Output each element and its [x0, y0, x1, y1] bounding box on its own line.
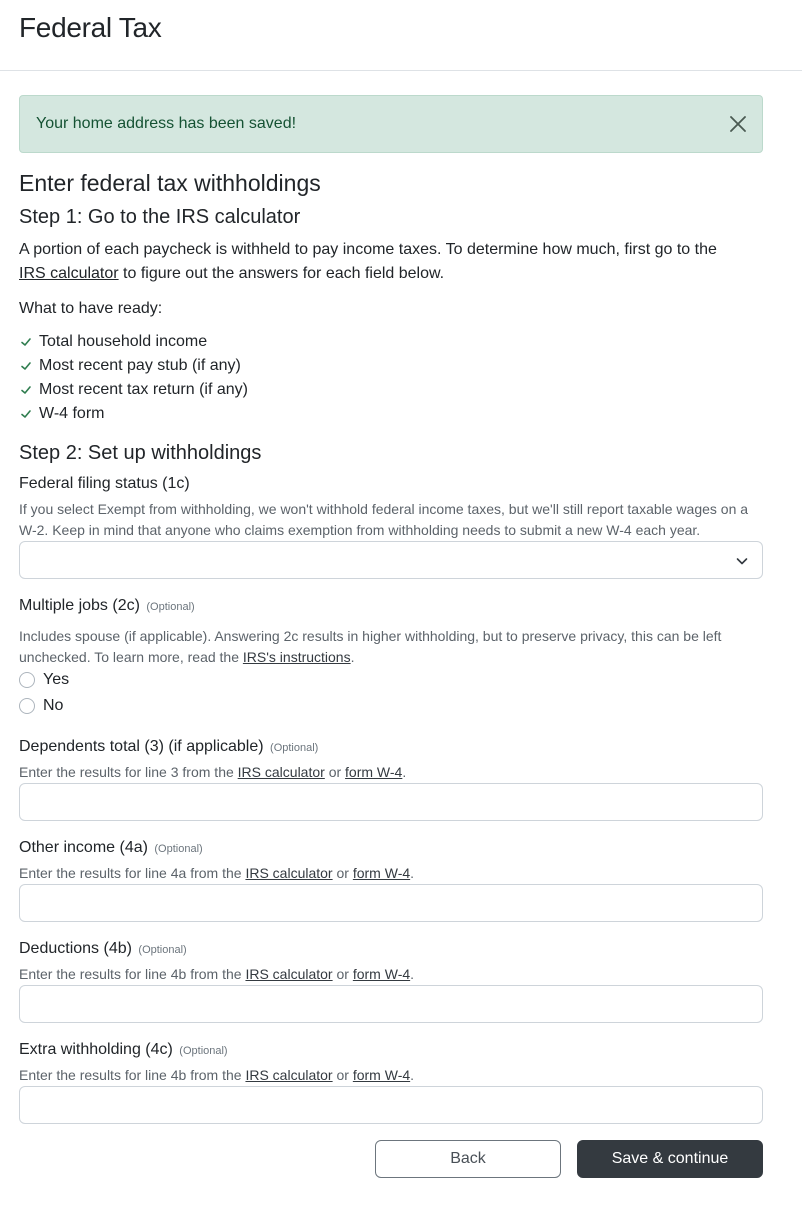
step1-intro [19, 238, 759, 286]
other-income-label [19, 839, 203, 857]
back-button[interactable]: Back [375, 1140, 561, 1178]
help-or: or [332, 1067, 353, 1083]
page-header [0, 0, 802, 71]
other-income-label-text: Other income (4a) [19, 839, 148, 856]
deductions-input[interactable] [19, 985, 763, 1023]
form-w4-link[interactable]: form W-4 [352, 865, 411, 881]
irs-calculator-link[interactable]: IRS calculator [237, 764, 325, 780]
help-or: or [332, 966, 353, 982]
multiple-jobs-label-text: Multiple jobs (2c) [19, 597, 140, 614]
list-item-label: Total household income [39, 333, 208, 350]
ready-title: What to have ready: [19, 300, 163, 317]
save-continue-button[interactable]: Save & continue [577, 1140, 763, 1178]
form-w4-link[interactable]: form W-4 [352, 966, 411, 982]
help-or: or [332, 865, 353, 881]
page-title: Federal Tax [19, 12, 162, 43]
radio-yes[interactable] [19, 672, 35, 688]
irs-calculator-link[interactable]: IRS calculator [245, 865, 333, 881]
optional-tag: (Optional) [270, 742, 319, 754]
help-text: Enter the results for line 4b from the [19, 966, 246, 982]
radio-yes-label: Yes [43, 671, 70, 688]
other-income-input[interactable] [19, 884, 763, 922]
ready-checklist [19, 330, 248, 426]
filing-status-select[interactable] [19, 541, 763, 579]
multiple-jobs-help [19, 626, 769, 668]
extra-withholding-help [19, 1065, 414, 1086]
dependents-label [19, 738, 318, 756]
extra-withholding-label-text: Extra withholding (4c) [19, 1041, 173, 1058]
irs-instructions-link[interactable]: IRS's instructions [242, 649, 351, 665]
dependents-help [19, 762, 406, 783]
help-period: . [410, 865, 415, 881]
radio-no[interactable] [19, 698, 35, 714]
optional-tag: (Optional) [179, 1045, 228, 1057]
filing-status-help: If you select Exempt from withholding, we won't withhold federal income taxes, but we'll still report taxable wages on a W-2. Keep in mind that anyone who claims exemption from withholding needs to submit a new W-4 each year. [19, 501, 749, 538]
list-item-label: W-4 form [39, 405, 105, 422]
dependents-input[interactable] [19, 783, 763, 821]
extra-withholding-input[interactable] [19, 1086, 763, 1124]
irs-calculator-link[interactable]: IRS calculator [245, 1067, 333, 1083]
irs-calculator-link[interactable]: IRS calculator [245, 966, 333, 982]
form-w4-link[interactable]: form W-4 [345, 764, 403, 780]
check-icon [19, 383, 33, 397]
dependents-label-text: Dependents total (3) (if applicable) [19, 738, 264, 755]
help-text: Enter the results for line 4a from the [19, 865, 246, 881]
check-icon [19, 335, 33, 349]
optional-tag: (Optional) [154, 843, 203, 855]
help-text: Enter the results for line 4b from the [19, 1067, 246, 1083]
success-alert [19, 95, 763, 153]
list-item-label: Most recent pay stub (if any) [39, 357, 241, 374]
help-text: Enter the results for line 3 from the [19, 764, 238, 780]
close-icon[interactable] [728, 114, 748, 134]
list-item [19, 378, 248, 402]
alert-message: Your home address has been saved! [36, 115, 297, 132]
list-item-label: Most recent tax return (if any) [39, 381, 248, 398]
help-text: Includes spouse (if applicable). Answering 2c results in higher withholding, but to preserve privacy, this can be left unchecked. To learn more, read the [19, 628, 722, 665]
multiple-jobs-label [19, 597, 195, 615]
step1-heading: Step 1: Go to the IRS calculator [19, 206, 301, 228]
list-item [19, 354, 248, 378]
intro-text: A portion of each paycheck is withheld to pay income taxes. To determine how much, first go to the [19, 241, 717, 258]
radio-option-no[interactable] [19, 697, 63, 715]
help-period: . [402, 764, 407, 780]
section-heading: Enter federal tax withholdings [19, 170, 321, 196]
chevron-down-icon [735, 554, 749, 568]
deductions-help [19, 964, 414, 985]
check-icon [19, 407, 33, 421]
list-item [19, 330, 248, 354]
extra-withholding-label [19, 1041, 228, 1059]
help-period: . [410, 966, 415, 982]
help-period: . [410, 1067, 415, 1083]
optional-tag: (Optional) [146, 601, 195, 613]
other-income-help [19, 863, 414, 884]
step2-heading: Step 2: Set up withholdings [19, 442, 262, 464]
deductions-label [19, 940, 187, 958]
form-w4-link[interactable]: form W-4 [352, 1067, 411, 1083]
intro-text-suffix: to figure out the answers for each field below. [118, 265, 445, 282]
help-or: or [324, 764, 346, 780]
list-item [19, 402, 248, 426]
irs-calculator-link[interactable]: IRS calculator [19, 265, 119, 282]
help-period: . [350, 649, 355, 665]
deductions-label-text: Deductions (4b) [19, 940, 132, 957]
filing-status-label: Federal filing status (1c) [19, 475, 190, 492]
radio-option-yes[interactable] [19, 671, 69, 689]
check-icon [19, 359, 33, 373]
optional-tag: (Optional) [138, 944, 187, 956]
radio-no-label: No [43, 697, 64, 714]
